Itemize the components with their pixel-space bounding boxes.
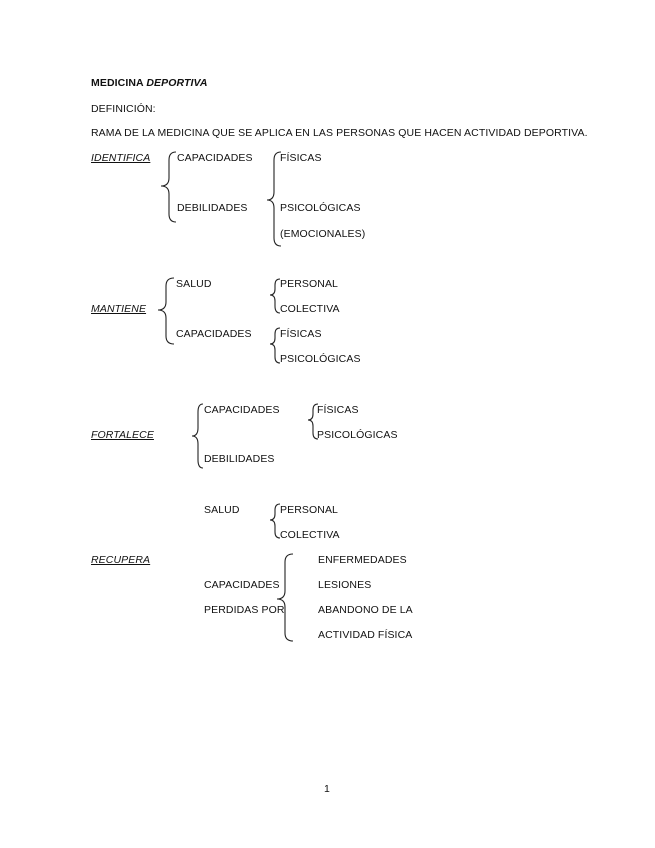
brace-identifica (161, 152, 176, 222)
identifica-item-capacidades: CAPACIDADES (177, 152, 253, 164)
recupera-capacidades: CAPACIDADES (204, 579, 280, 591)
mantiene-salud-colectiva: COLECTIVA (280, 303, 340, 315)
fortalece-cap-psicologicas: PSICOLÓGICAS (317, 429, 398, 441)
recupera-salud: SALUD (204, 504, 240, 516)
fortalece-cap-fisicas: FÍSICAS (317, 404, 359, 416)
identifica-sub-psicologicas: PSICOLÓGICAS (280, 202, 361, 214)
identifica-sub-emocionales: (EMOCIONALES) (280, 228, 366, 240)
recupera-label: RECUPERA (91, 554, 151, 566)
definition-label: DEFINICIÓN: (91, 103, 156, 115)
mantiene-label: MANTIENE (91, 303, 147, 315)
fortalece-item-capacidades: CAPACIDADES (204, 404, 280, 416)
mantiene-salud-personal: PERSONAL (280, 278, 338, 290)
mantiene-item-capacidades: CAPACIDADES (176, 328, 252, 340)
brace-mantiene-capacidades (270, 328, 280, 363)
brace-recupera-causes (277, 554, 293, 641)
brace-fortalece (192, 404, 203, 468)
page-number: 1 (324, 783, 330, 795)
identifica-item-debilidades: DEBILIDADES (177, 202, 248, 214)
recupera-salud-personal: PERSONAL (280, 504, 338, 516)
mantiene-cap-psicologicas: PSICOLÓGICAS (280, 353, 361, 365)
brace-mantiene-salud (270, 279, 280, 313)
recupera-cause-enfermedades: ENFERMEDADES (318, 554, 407, 566)
brace-mantiene (158, 278, 174, 344)
brace-recupera-salud (270, 504, 280, 538)
identifica-label: IDENTIFICA (91, 152, 151, 164)
recupera-salud-colectiva: COLECTIVA (280, 529, 340, 541)
identifica-sub-fisicas: FÍSICAS (280, 152, 322, 164)
fortalece-item-debilidades: DEBILIDADES (204, 453, 275, 465)
fortalece-label: FORTALECE (91, 429, 154, 441)
brace-identifica-sub (267, 152, 281, 246)
brace-fortalece-capacidades (308, 404, 318, 439)
title-part-1: MEDICINA (91, 77, 144, 89)
recupera-cause-actividad: ACTIVIDAD FÍSICA (318, 629, 413, 641)
recupera-cause-abandono: ABANDONO DE LA (318, 604, 413, 616)
mantiene-item-salud: SALUD (176, 278, 212, 290)
title-part-2: DEPORTIVA (146, 77, 208, 89)
mantiene-cap-fisicas: FÍSICAS (280, 328, 322, 340)
definition-text: RAMA DE LA MEDICINA QUE SE APLICA EN LAS PERSONAS QUE HACEN ACTIVIDAD DEPORTIVA. (91, 127, 588, 139)
recupera-perdidas-por: PERDIDAS POR (204, 604, 285, 616)
recupera-cause-lesiones: LESIONES (318, 579, 372, 591)
